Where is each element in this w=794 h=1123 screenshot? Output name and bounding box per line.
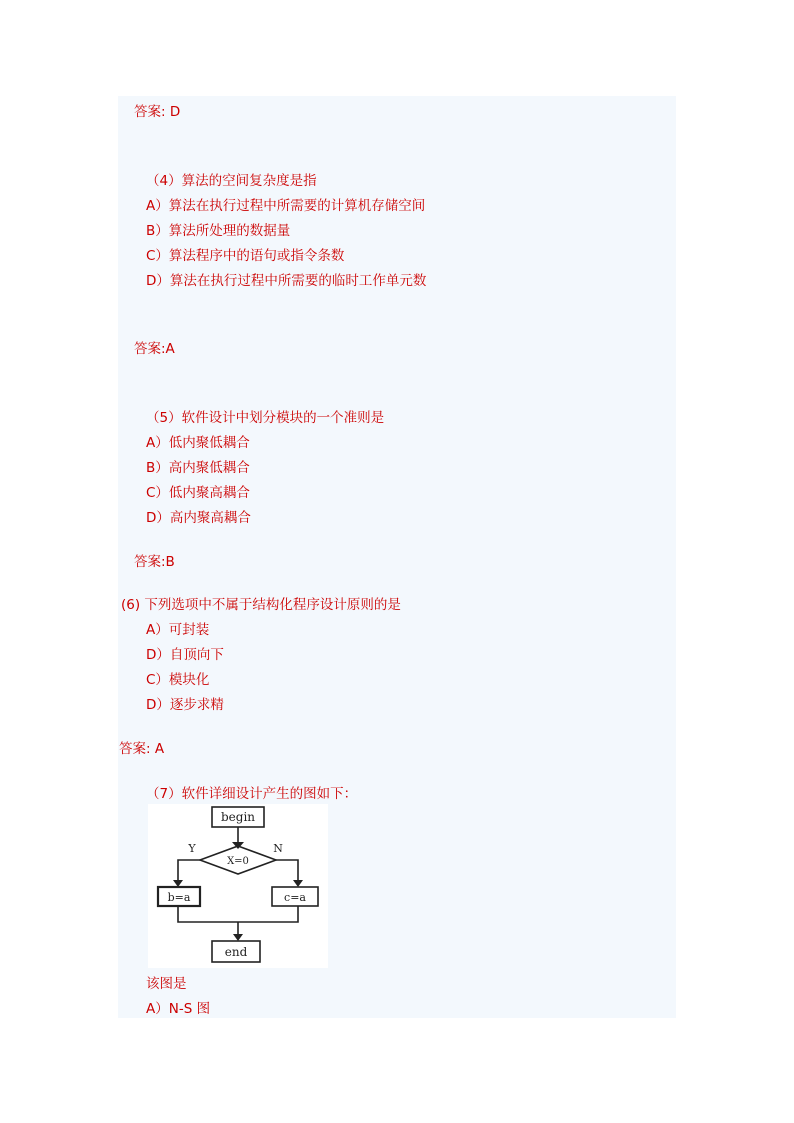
q5-option-c: C）低内聚高耦合 — [146, 485, 250, 501]
flowchart-condition-label: X=0 — [227, 856, 249, 867]
q7-question: （7）软件详细设计产生的图如下： — [146, 786, 358, 802]
flowchart-right-label: c=a — [284, 891, 306, 904]
q6-answer: 答案: A — [119, 741, 165, 757]
q7-option-a: A）N-S 图 — [146, 1001, 211, 1017]
q7-follow-text: 该图是 — [146, 976, 187, 992]
q6-question: (6) 下列选项中不属于结构化程序设计原则的是 — [121, 597, 401, 613]
q5-question: （5）软件设计中划分模块的一个准则是 — [146, 410, 385, 426]
q3-answer: 答案: D — [134, 104, 181, 120]
q6-option-d2: D）逐步求精 — [146, 697, 224, 713]
q4-option-c: C）算法程序中的语句或指令条数 — [146, 248, 345, 264]
flowchart-yes-label: Y — [188, 842, 196, 855]
q5-option-a: A）低内聚低耦合 — [146, 435, 250, 451]
q5-answer: 答案:B — [134, 554, 175, 570]
q4-question: （4）算法的空间复杂度是指 — [146, 173, 317, 189]
q5-option-d: D）高内聚高耦合 — [146, 510, 251, 526]
q4-option-a: A）算法在执行过程中所需要的计算机存储空间 — [146, 198, 426, 214]
flowchart-begin-label: begin — [220, 810, 256, 824]
q6-option-d1: D）自顶向下 — [146, 647, 224, 663]
flowchart-image — [148, 804, 328, 968]
q4-option-b: B）算法所处理的数据量 — [146, 223, 291, 239]
flowchart-diagram — [148, 804, 328, 968]
flowchart-end-label: end — [224, 945, 248, 959]
q4-answer: 答案:A — [134, 341, 175, 357]
flowchart-left-label: b=a — [167, 891, 191, 904]
q6-option-c: C）模块化 — [146, 672, 210, 688]
flowchart-no-label: N — [273, 842, 283, 855]
q4-option-d: D）算法在执行过程中所需要的临时工作单元数 — [146, 273, 427, 289]
q5-option-b: B）高内聚低耦合 — [146, 460, 250, 476]
q6-option-a: A）可封装 — [146, 622, 210, 638]
